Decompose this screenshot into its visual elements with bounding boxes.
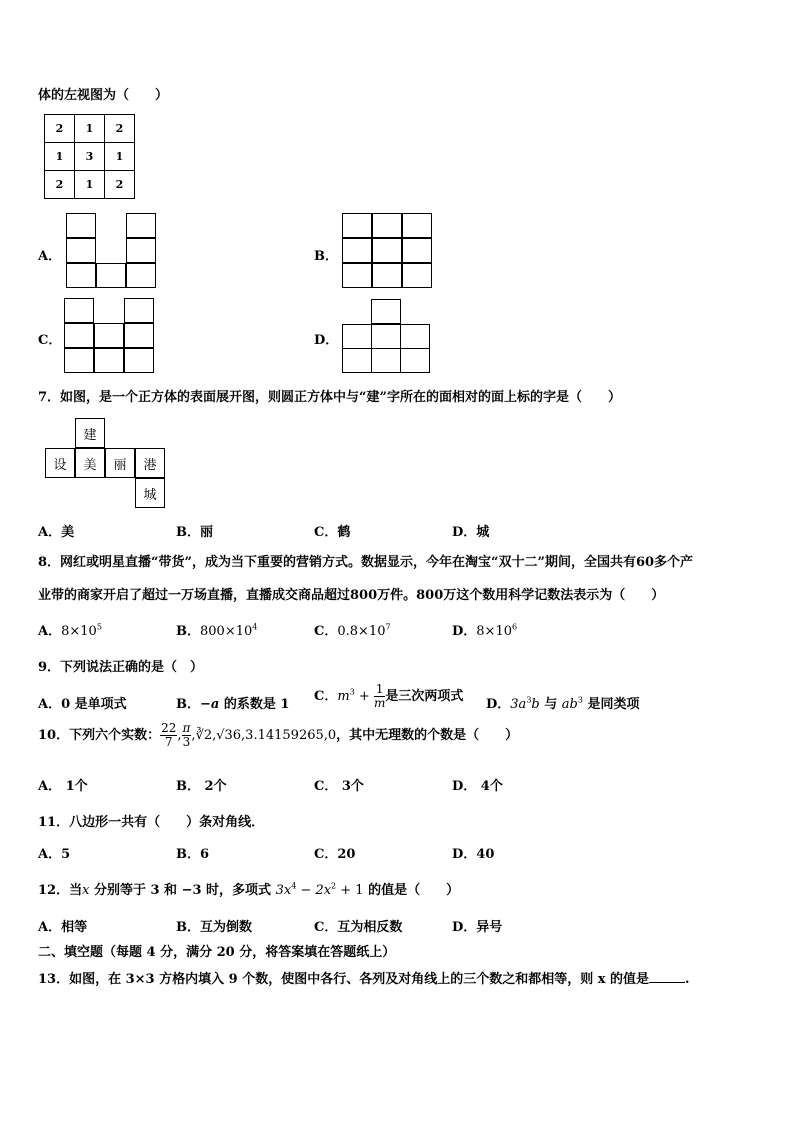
q12-option-b[interactable]: B．互为倒数 bbox=[176, 920, 252, 935]
q7-option-a[interactable]: A．美 bbox=[38, 525, 75, 540]
q11-option-a[interactable]: A．5 bbox=[38, 847, 71, 862]
q11-stem: 11．八边形一共有（ ）条对角线． bbox=[38, 815, 265, 830]
net-cell: 港 bbox=[135, 448, 165, 478]
q6-top-view-grid bbox=[44, 114, 135, 199]
q8-option-d[interactable]: D．$8\times 10^6$ bbox=[452, 622, 518, 639]
q8-option-b[interactable]: B．$800\times 10^4$ bbox=[176, 622, 258, 639]
grid-cell: 2 bbox=[45, 115, 75, 143]
q7-option-d[interactable]: D．城 bbox=[452, 525, 490, 540]
q10-option-d[interactable]: D． 4个 bbox=[452, 779, 503, 794]
q7-option-c[interactable]: C．鹤 bbox=[314, 525, 351, 540]
q13-stem: 13．如图，在 3×3 方格内填入 9 个数，使图中各行、各列及对角线上的三个数之和都相等，则 x 的值是 . bbox=[38, 972, 690, 987]
q13-answer-blank[interactable] bbox=[649, 972, 685, 983]
grid-cell: 2 bbox=[105, 115, 135, 143]
grid-cell: 2 bbox=[105, 171, 135, 199]
q9-option-c[interactable]: C．$m^3$ + $\frac{1}{m}$ 是三次两项式 bbox=[314, 682, 464, 710]
q8-stem-line2: 业带的商家开启了超过一万场直播，直播成交商品超过800万件。800万这个数用科学记数法表示为（ ） bbox=[38, 588, 665, 603]
q6-stem: 体的左视图为（ ） bbox=[38, 88, 169, 103]
q10-option-a[interactable]: A． 1个 bbox=[38, 779, 88, 794]
q11-option-d[interactable]: D．40 bbox=[452, 847, 495, 862]
grid-cell: 1 bbox=[75, 115, 105, 143]
q10-option-b[interactable]: B． 2个 bbox=[176, 779, 227, 794]
net-cell: 美 bbox=[75, 448, 105, 478]
q7-stem: 7．如图，是一个正方体的表面展开图，则圆正方体中与“建”字所在的面相对的面上标的字是（ ） bbox=[38, 390, 622, 405]
q7-option-b[interactable]: B．丽 bbox=[176, 525, 213, 540]
q12-stem: 12．当x 分别等于 3 和 −3 时，多项式 $3x^4 - 2x^2 + 1$ 的值是（ ） bbox=[38, 881, 460, 898]
q9-option-d[interactable]: D．$3a^3b$ 与 $ab^3$ 是同类项 bbox=[486, 695, 640, 712]
q11-option-c[interactable]: C．20 bbox=[314, 847, 356, 862]
net-cell: 丽 bbox=[105, 448, 135, 478]
q9-option-b[interactable]: B．−a 的系数是 1 bbox=[176, 697, 290, 712]
q8-option-c[interactable]: C．$0.8\times 10^7$ bbox=[314, 622, 391, 639]
grid-cell: 2 bbox=[45, 171, 75, 199]
grid-cell: 1 bbox=[75, 171, 105, 199]
q12-option-d[interactable]: D．异号 bbox=[452, 920, 503, 935]
q11-option-b[interactable]: B．6 bbox=[176, 847, 210, 862]
q6-option-b-label[interactable]: B． bbox=[314, 249, 338, 264]
net-cell-bottom: 城 bbox=[135, 478, 165, 508]
q9-option-a[interactable]: A．0 是单项式 bbox=[38, 697, 127, 712]
grid-cell: 1 bbox=[105, 143, 135, 171]
q6-option-d-label[interactable]: D． bbox=[314, 333, 339, 348]
q9-stem: 9．下列说法正确的是（ ） bbox=[38, 660, 204, 675]
q8-stem-line1: 8．网红或明星直播“带货”，成为当下重要的营销方式。数据显示，今年在淘宝“双十二”期间，全国共有60多个产 bbox=[38, 555, 694, 570]
net-cell: 设 bbox=[45, 448, 75, 478]
q12-option-c[interactable]: C．互为相反数 bbox=[314, 920, 403, 935]
q10-option-c[interactable]: C． 3个 bbox=[314, 779, 364, 794]
net-cell-top: 建 bbox=[75, 418, 105, 448]
q6-option-a-label[interactable]: A． bbox=[38, 249, 62, 264]
grid-cell: 1 bbox=[45, 143, 75, 171]
q6-option-c-label[interactable]: C． bbox=[38, 333, 62, 348]
q8-option-a[interactable]: A．$8\times 10^5$ bbox=[38, 622, 102, 639]
q12-option-a[interactable]: A．相等 bbox=[38, 920, 88, 935]
grid-cell: 3 bbox=[75, 143, 105, 171]
section-2-heading: 二、填空题（每题 4 分，满分 20 分，将答案填在答题纸上） bbox=[38, 945, 396, 960]
q10-stem: 10．下列六个实数： $\frac{22}{7}$ , $\frac{\pi}{3}$ ,∛2,√36,3.14159265,0，其中无理数的个数是（ ） bbox=[38, 721, 519, 749]
